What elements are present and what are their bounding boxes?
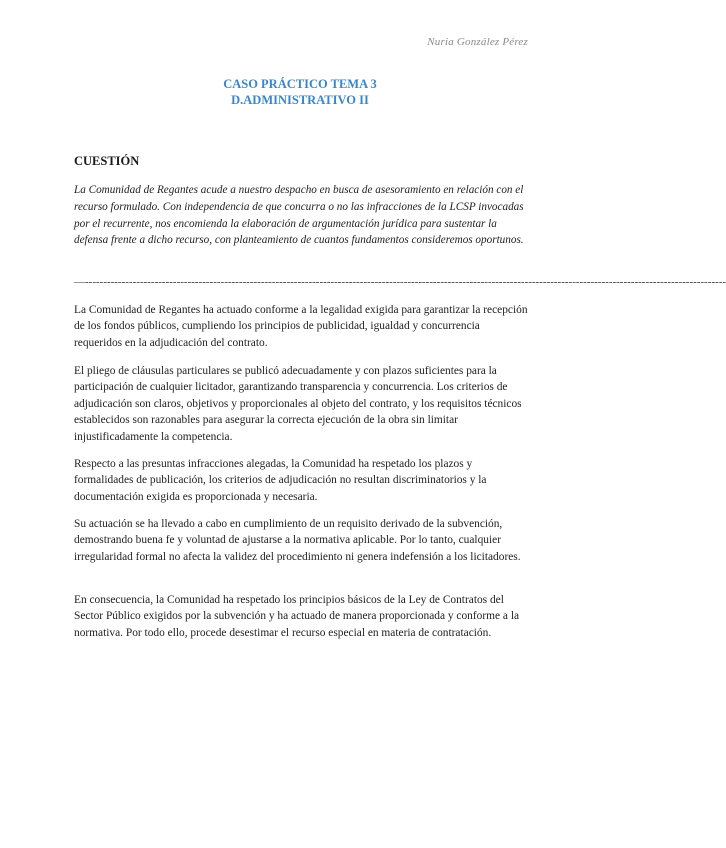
question-text: La Comunidad de Regantes acude a nuestro despacho en busca de asesoramiento en relación con el recurso formulado. Con independencia de que concurra o no las infracciones de la LCSP invocadas por el recurrente, nos encomienda la elaboración de argumentación jurídica para sustentar la defensa frente a dicho recurso, con planteamiento de cuantos fundamentos consideremos oportunos. — [74, 184, 524, 247]
answer-paragraph-2: El pliego de cláusulas particulares se publicó adecuadamente y con plazos suficientes para la participación de cualquier licitador, garantizando transparencia y concurrencia. Los criterios de adjudicación son claros, objetivos y proporcionales al objeto del contrato, y los requisitos técnicos establecidos son razonables para asegurar la correcta ejecución de la obra sin limitar injustificadamente la competencia. — [74, 365, 522, 443]
answer-paragraph-3: Respecto a las presuntas infracciones alegadas, la Comunidad ha respetado los plazos y formalidades de publicación, los criterios de adjudicación no resultan discriminatorios y la documentación exigida es proporcionada y necesaria. — [74, 458, 487, 503]
answer-paragraph-5: En consecuencia, la Comunidad ha respetado los principios básicos de la Ley de Contratos del Sector Público exigidos por la subvención y ha actuado de manera proporcionada y conforme a la normativa. Por todo ello, procede desestimar el recurso especial en materia de contratación. — [74, 594, 520, 639]
author-name: Nuria González Pérez — [427, 36, 528, 48]
answer-paragraph-4: Su actuación se ha llevado a cabo en cumplimiento de un requisito derivado de la subvención, demostrando buena fe y voluntad de ajustarse a la normativa aplicable. Por lo tanto, cualquier irregularidad formal no afecta la validez del procedimiento ni genera indefensión a los licitadores. — [74, 518, 521, 563]
dashed-separator: —------------------------------------------------------------------------------------------------------------------------------------------------------------------------------- — [74, 276, 726, 288]
title-line-2: D.ADMINISTRATIVO II — [231, 93, 369, 107]
title-line-1: CASO PRÁCTICO TEMA 3 — [223, 77, 377, 91]
answer-paragraph-1: La Comunidad de Regantes ha actuado conforme a la legalidad exigida para garantizar la recepción de los fondos públicos, cumpliendo los principios de publicidad, igualdad y concurrencia requeridos en la adjudicación del contrato. — [74, 304, 528, 349]
question-heading: CUESTIÓN — [74, 154, 140, 168]
document-title — [0, 76, 600, 108]
